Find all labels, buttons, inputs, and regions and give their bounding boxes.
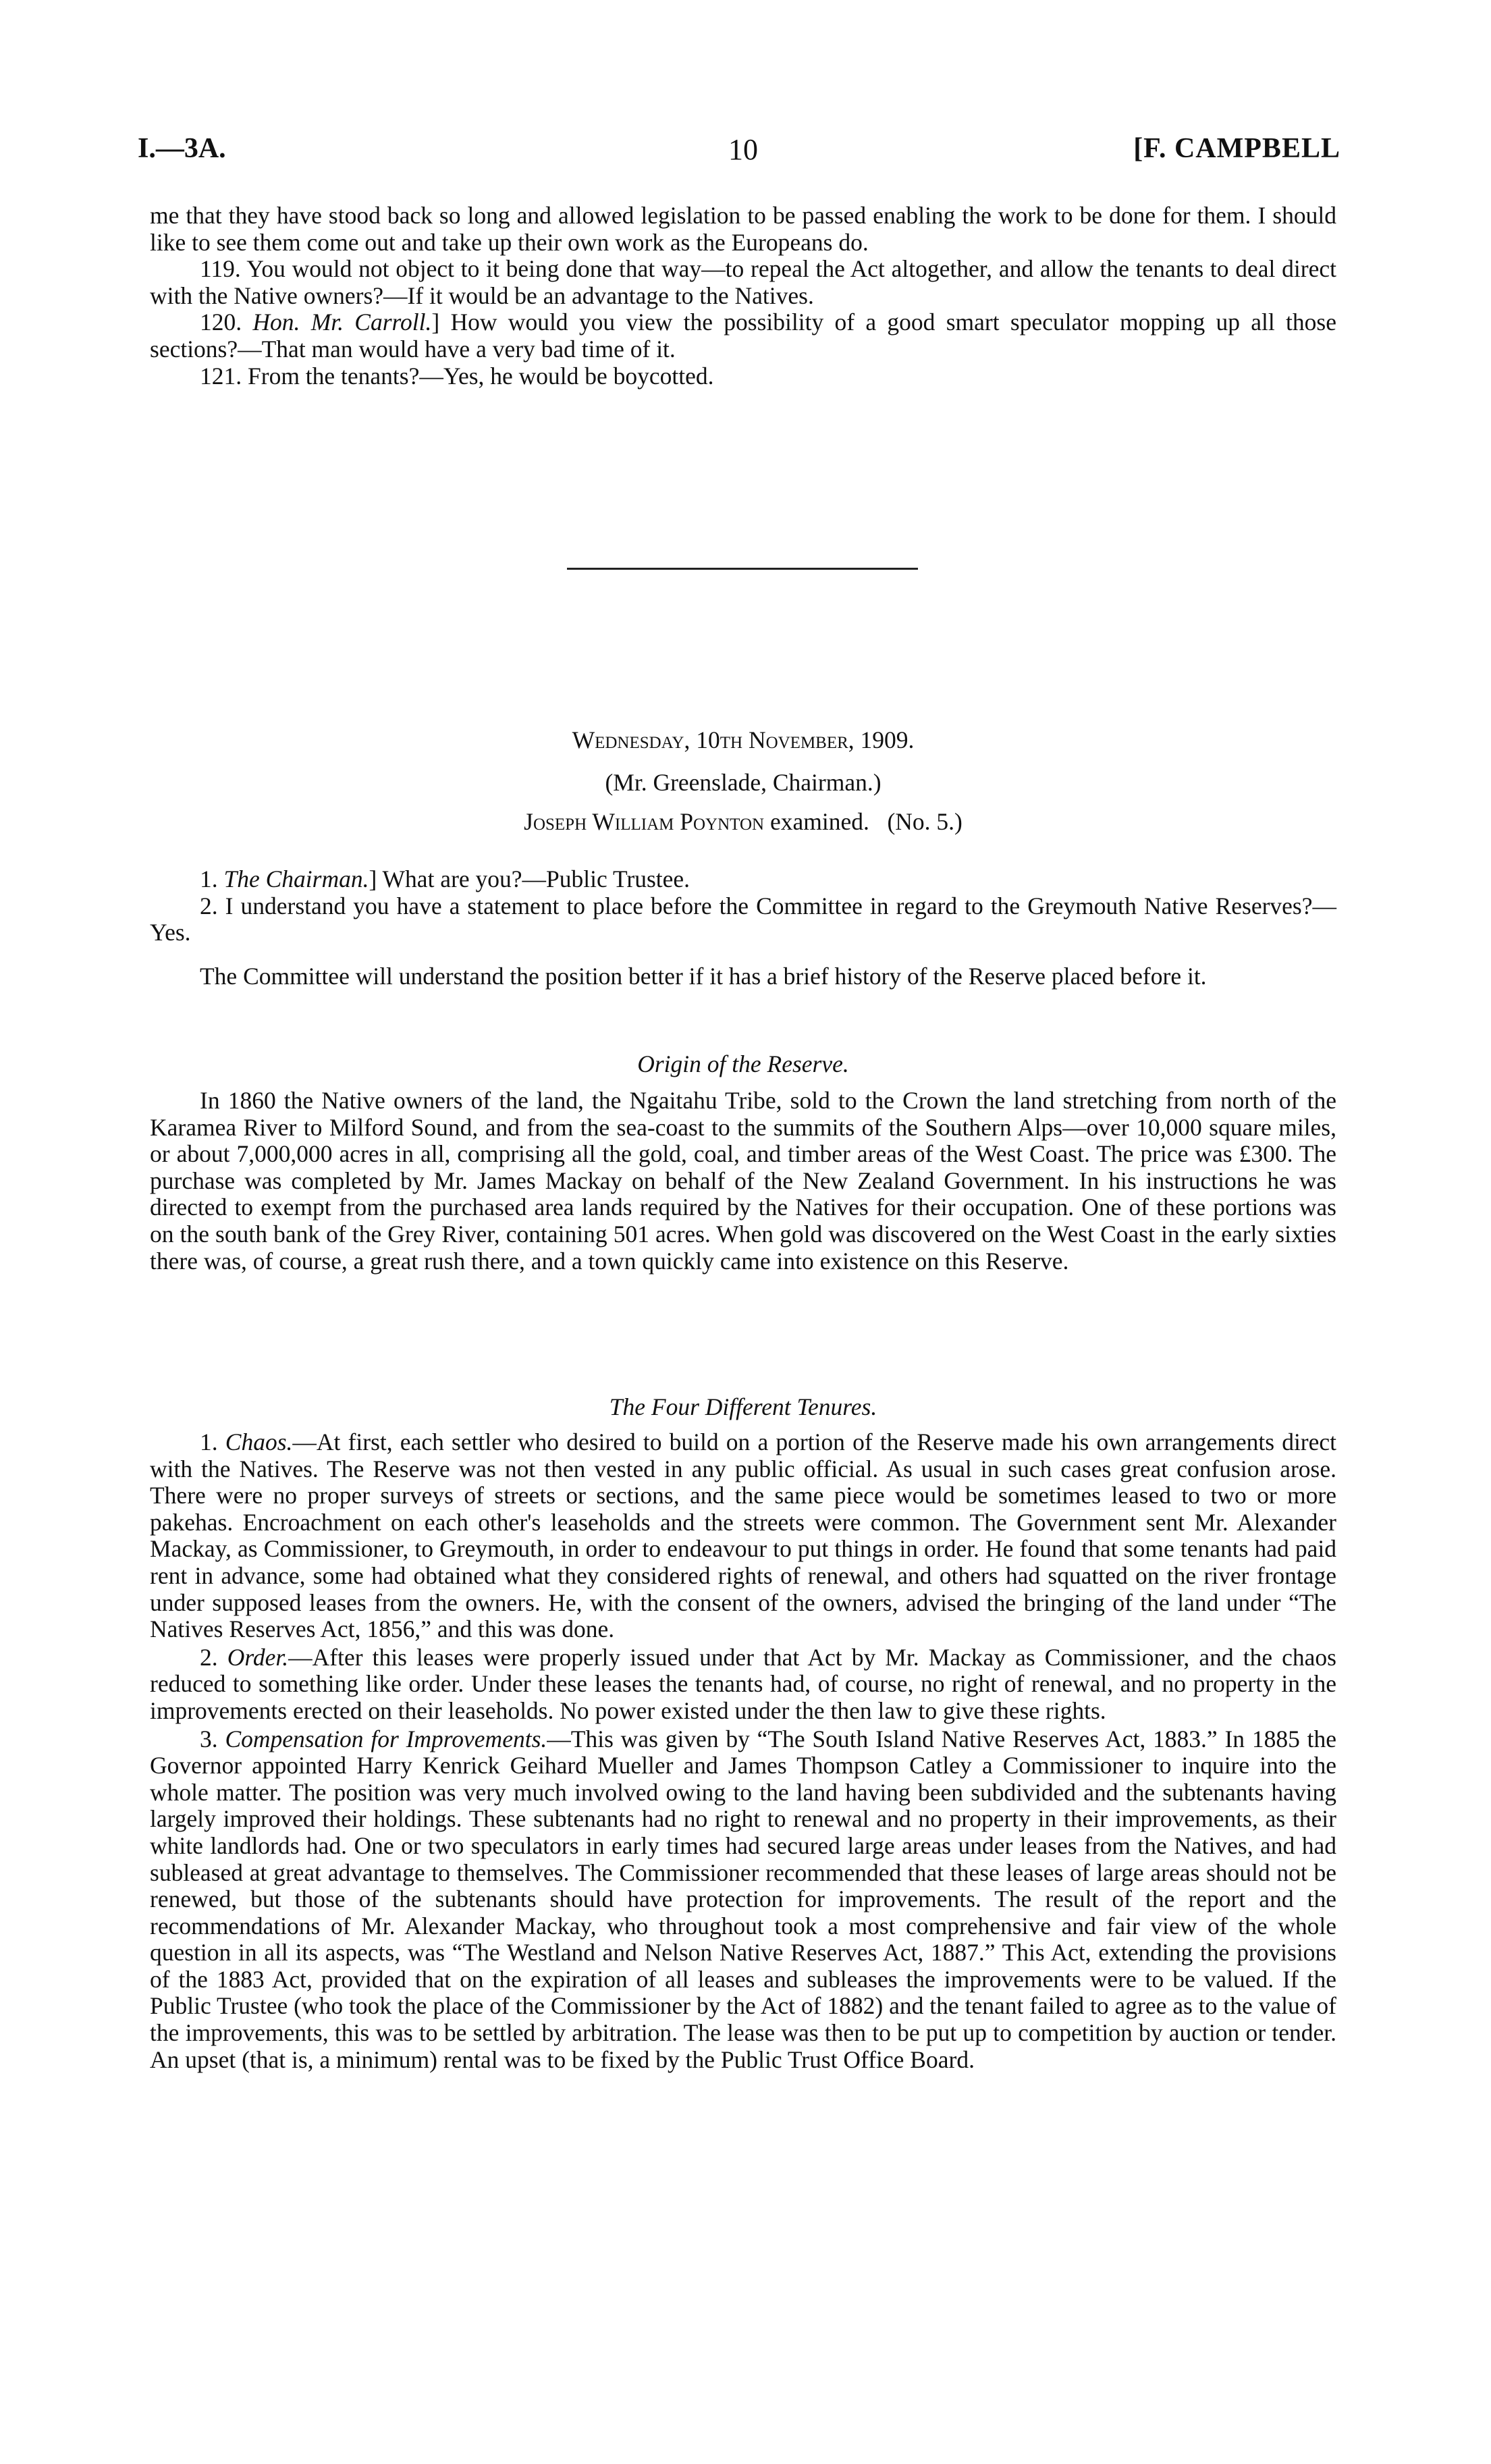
witness-name: Joseph William Poynton: [524, 808, 765, 835]
witness-number: (No. 5.): [887, 808, 963, 835]
session-date: Wednesday, 10th November, 1909.: [572, 726, 915, 753]
tenure-title: Chaos.: [225, 1428, 293, 1455]
continuation-section: [150, 203, 1336, 390]
page-number: 10: [728, 133, 758, 166]
intro-paragraph-block: [150, 963, 1336, 990]
origin-section: [150, 1088, 1336, 1275]
tenure-title: Order.: [227, 1643, 289, 1671]
tenures-section: [150, 1429, 1336, 2073]
tenure-title: Compensation for Improvements.: [225, 1725, 547, 1752]
session-chairman: (Mr. Greenslade, Chairman.): [605, 769, 882, 796]
witness-line: Joseph William Poynton examined. (No. 5.): [524, 808, 963, 835]
tenure-1-paragraph: 1. Chaos.—At first, each settler who desired to build on a portion of the Reserve made his own arrangements direct with the Natives. The Reserve was not then vested in any public official. As usual in such cases great confusion arose. There were no proper surveys of streets or sections, and the same piece would be sometimes leased to two or more pakehas. Encroachment on each other's leaseholds and the streets were common. The Government sent Mr. Alexander Mackay, as Commissioner, to Greymouth, in order to endeavour to put things in order. He found that some tenants had paid rent in advance, some had obtained what they considered rights of renewal, and others had squatted on the river frontage under supposed leases from the owners. He, with the consent of the owners, advised the bringing of the land under “The Natives Reserves Act, 1856,” and this was done.: [150, 1428, 1336, 1643]
question-119: 119. You would not object to it being done that way—to repeal the Act altogether, and allow the tenants to deal direct with the Native owners?—If it would be an advantage to the Natives.: [150, 255, 1336, 309]
section-heading-origin: Origin of the Reserve.: [637, 1050, 849, 1077]
section-heading-tenures: The Four Different Tenures.: [609, 1393, 877, 1420]
examination-section: [150, 866, 1336, 946]
witness-reference: [F. CAMPBELL: [1133, 133, 1340, 164]
section-divider: [567, 568, 918, 570]
tenure-3-paragraph: 3. Compensation for Improvements.—This was given by “The South Island Native Reserves Act, 1883.” In 1885 the Governor appointed Harry Kenrick Geihard Mueller and James Thompson Catley a Commissioner to inquire into the whole matter. The position was very much involved owing to the land having been subdivided and the subtenants having largely improved their holdings. These subtenants had no right to renewal and no property in their improvements, as their white landlords had. One or two speculators in early times had secured large areas under leases from the Natives, and had subleased at great advantage to themselves. The Commissioner recommended that these leases of large areas should not be renewed, but those of the subtenants should have protection for improvements. The result of the report and the recommendations of Mr. Alexander Mackay, who throughout took a most comprehensive and fair view of the whole question in all its aspects, was “The Westland and Nelson Native Reserves Act, 1887.” This Act, extending the provisions of the 1883 Act, provided that on the expiration of all leases and subleases the improvements were to be valued. If the Public Trustee (who took the place of the Commissioner by the Act of 1882) and the tenant failed to agree as to the value of the improvements, this was to be settled by arbitration. The lease was then to be put up to competition by auction or tender. An upset (that is, a minimum) rental was to be fixed by the Public Trust Office Board.: [150, 1725, 1337, 2073]
paper-reference: I.—3A.: [138, 133, 226, 164]
continuation-paragraph: me that they have stood back so long and allowed legislation to be passed enabling the work to be done for them. I should like to see them come out and take up their own work as the Europeans do.: [150, 202, 1336, 256]
speaker-name: The Chairman.: [223, 865, 369, 892]
origin-paragraph: In 1860 the Native owners of the land, the Ngaitahu Tribe, sold to the Crown the land stretching from north of the Karamea River to Milford Sound, and from the sea-coast to the summits of the Southern Alps—over 10,000 square miles, or about 7,000,000 acres in all, comprising all the gold, coal, and timber areas of the West Coast. The price was £300. The purchase was completed by Mr. James Mackay on behalf of the New Zealand Government. In his instructions he was directed to exempt from the purchased area lands required by the Natives for their occupation. One of these portions was on the south bank of the Grey River, containing 501 acres. When gold was discovered on the West Coast in the early sixties there was, of course, a great rush there, and a town quickly came into existence on this Reserve.: [150, 1087, 1336, 1275]
question-121: 121. From the tenants?—Yes, he would be boycotted.: [200, 362, 714, 390]
tenure-2-paragraph: 2. Order.—After this leases were properly issued under that Act by Mr. Mackay as Commissioner, and the chaos reduced to something like order. Under these leases the tenants had, of course, no right of renewal, and no property in the improvements erected on their leaseholds. No power existed under the then law to give these rights.: [150, 1643, 1336, 1724]
running-head: [138, 132, 1340, 173]
speaker-name: Hon. Mr. Carroll.: [252, 309, 432, 336]
question-1: 1. The Chairman.] What are you?—Public Trustee.: [200, 865, 690, 892]
question-120: 120. Hon. Mr. Carroll.] How would you view the possibility of a good smart speculator mopping up all those sections?—That man would have a very bad time of it.: [150, 309, 1336, 363]
question-2: 2. I understand you have a statement to place before the Committee in regard to the Greymouth Native Reserves?—Yes.: [150, 892, 1336, 946]
intro-paragraph: The Committee will understand the position better if it has a brief history of the Reserve placed before it.: [200, 963, 1207, 990]
